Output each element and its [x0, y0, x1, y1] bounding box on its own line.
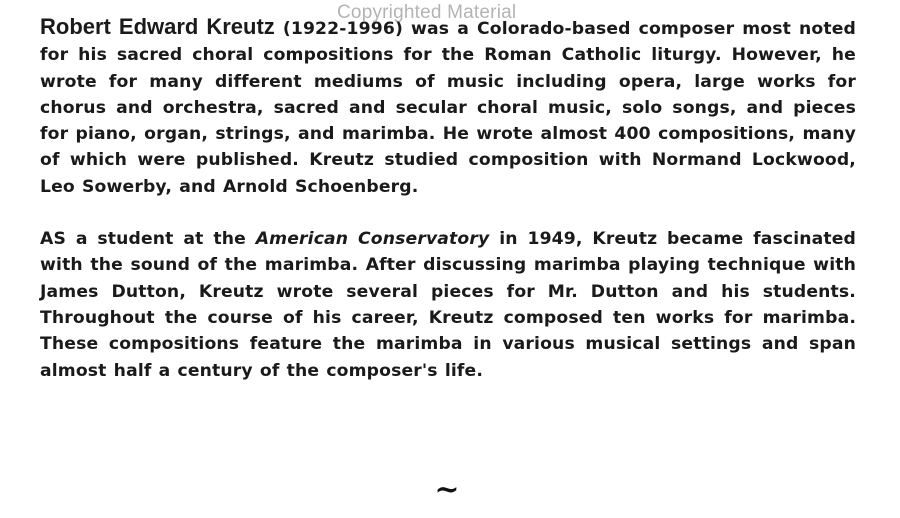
marimba-text-body: in 1949, Kreutz became fascinated with the sound of the marimba. After discussing marimba playing technique with James Dutton, Kreutz wrote several pieces for Mr. Dutton and his students. Throughout the course of his career, Kreutz composed ten works for marimba. These compositions feature the marimba in various musical settings and span almost half a century of the composer's life. [40, 229, 856, 381]
conservatory-name: American Conservatory [255, 229, 490, 250]
marimba-paragraph [40, 226, 856, 384]
copyright-watermark: Copyrighted Material [337, 2, 517, 23]
biography-text: (1922-1996) was a Colorado-based composer most noted for his sacred choral compositions for the Roman Catholic liturgy. However, he wrote for many different mediums of music including opera, large works for chorus and orchestra, sacred and secular choral music, solo songs, and pieces for piano, organ, strings, and marimba. He wrote almost 400 compositions, many of which were published. Kreutz studied composition with Normand Lockwood, Leo Sowerby, and Arnold Schoenberg. [40, 19, 856, 197]
tilde-ornament: ~ [434, 472, 460, 507]
document-page [40, 14, 856, 384]
biography-paragraph [40, 14, 856, 200]
marimba-text-intro: AS a student at the [40, 229, 256, 250]
composer-name: Robert Edward Kreutz [40, 14, 275, 39]
